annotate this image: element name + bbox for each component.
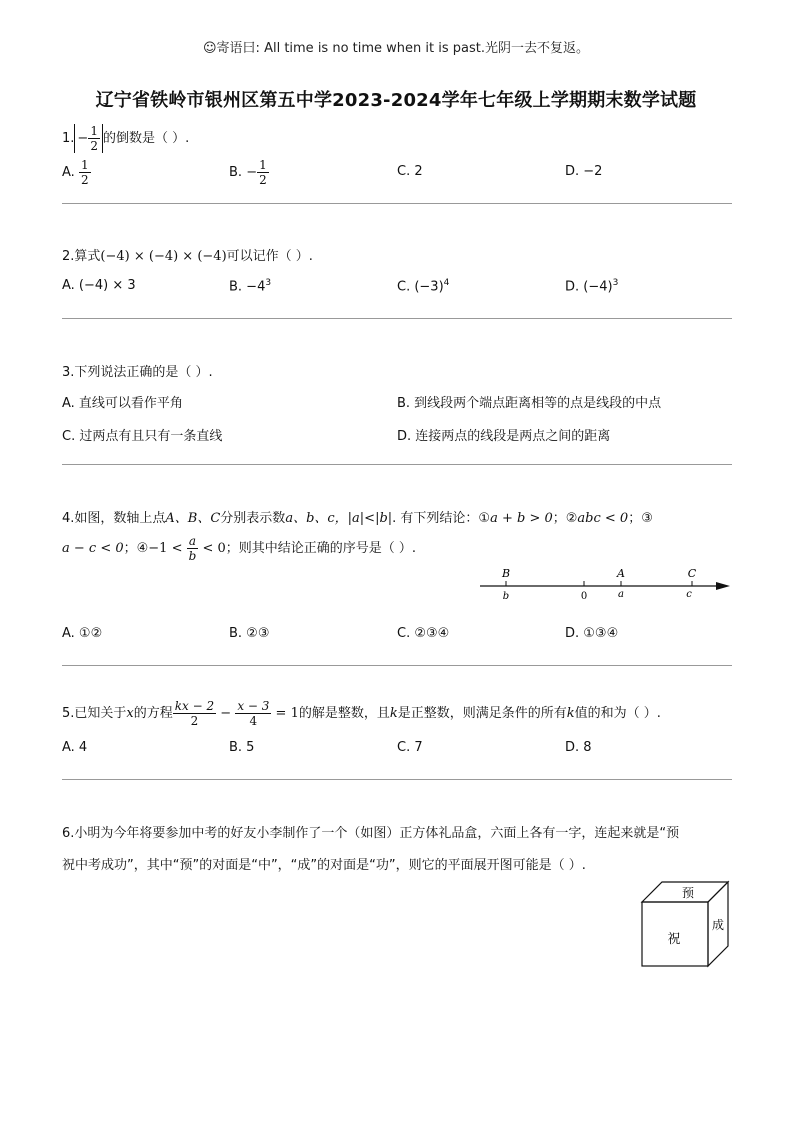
question-5-option-b[interactable]: B. 5 <box>229 740 255 755</box>
question-2-option-c[interactable]: C. $(-3)^4$ <box>397 278 450 295</box>
value-label-zero: 0 <box>580 591 588 602</box>
motto: ☺寄语曰: All time is no time when it is past.光阴一去不复返。 <box>203 41 589 56</box>
question-4-option-b[interactable]: B. ②③ <box>229 626 270 641</box>
question-1-option-a[interactable]: A. $\frac{1}{2}$ <box>62 158 89 187</box>
divider <box>62 665 732 666</box>
question-1-option-c[interactable]: C. 2 <box>397 164 423 179</box>
point-label-c-upper: C <box>687 567 697 580</box>
point-label-b-upper: B <box>501 567 511 580</box>
question-3-option-b[interactable]: B. 到线段两个端点距离相等的点是线段的中点 <box>397 396 662 411</box>
question-5-option-a[interactable]: A. 4 <box>62 740 88 755</box>
point-label-a-upper: A <box>617 567 625 580</box>
question-2-stem: 2.算式(−4) × (−4) × (−4)可以记作（ ）. <box>62 249 313 264</box>
question-5-stem: 5.已知关于x的方程 $\frac{kx - 2}{2}$ − $\frac{x - 3}{4}$ = 1的解是整数，且k是正整数，则满足条件的所有k值的和为（ ）. <box>62 699 661 728</box>
value-label-b: b <box>502 591 510 602</box>
question-1-option-d[interactable]: D. −2 <box>565 164 603 179</box>
divider <box>62 779 732 780</box>
number-line-diagram <box>478 564 734 604</box>
value-label-a: a <box>618 589 624 600</box>
question-6-stem-line-2: 祝中考成功”，其中“预”的对面是“中”，“成”的对面是“功”，则它的平面展开图可能是（ ）. <box>62 858 586 873</box>
question-4-option-d[interactable]: D. ①③④ <box>565 626 619 641</box>
question-5-option-d[interactable]: D. 8 <box>565 740 592 755</box>
absolute-value: − $\frac{1}{2}$ <box>74 124 103 153</box>
question-1-stem: 1. − $\frac{1}{2}$ 的倒数是（ ）. <box>62 124 190 153</box>
question-6-stem-line-1: 6.小明为今年将要参加中考的好友小李制作了一个（如图）正方体礼品盒，六面上各有一字，连起来就是“预 <box>62 826 680 841</box>
axis-arrow-icon <box>716 582 730 590</box>
cube-diagram <box>640 880 732 970</box>
question-4-stem-line-1: 4.如图，数轴上点A、B、C分别表示数a、b、c，|a|<|b|. 有下列结论：①a + b > 0；②abc < 0；③ <box>62 511 653 526</box>
question-3-option-d[interactable]: D. 连接两点的线段是两点之间的距离 <box>397 429 611 444</box>
question-3-stem: 3.下列说法正确的是（ ）. <box>62 365 213 380</box>
question-2-option-b[interactable]: B. $-4^3$ <box>229 278 272 295</box>
question-3-option-c[interactable]: C. 过两点有且只有一条直线 <box>62 429 223 444</box>
divider <box>62 318 732 319</box>
divider <box>62 464 732 465</box>
question-4-option-c[interactable]: C. ②③④ <box>397 626 450 641</box>
value-label-c: c <box>686 589 692 600</box>
question-4-option-a[interactable]: A. ①② <box>62 626 103 641</box>
question-1-option-b[interactable]: B. − $\frac{1}{2}$ <box>229 158 267 187</box>
cube-right-char: 成 <box>711 918 725 932</box>
question-5-option-c[interactable]: C. 7 <box>397 740 423 755</box>
question-3-option-a[interactable]: A. 直线可以看作平角 <box>62 396 183 411</box>
page-title: 辽宁省铁岭市银州区第五中学2023-2024学年七年级上学期期末数学试题 <box>95 90 697 111</box>
question-2-option-d[interactable]: D. $(-4)^3$ <box>565 278 619 295</box>
question-2-option-a[interactable]: A. (−4) × 3 <box>62 278 136 293</box>
divider <box>62 203 732 204</box>
cube-front-char: 祝 <box>667 932 681 947</box>
cube-top-char: 预 <box>681 886 695 900</box>
question-4-stem-line-2: a − c < 0；④−1 < $\frac{a}{b}$ < 0；则其中结论正确的序号是（ ）. <box>62 534 417 563</box>
